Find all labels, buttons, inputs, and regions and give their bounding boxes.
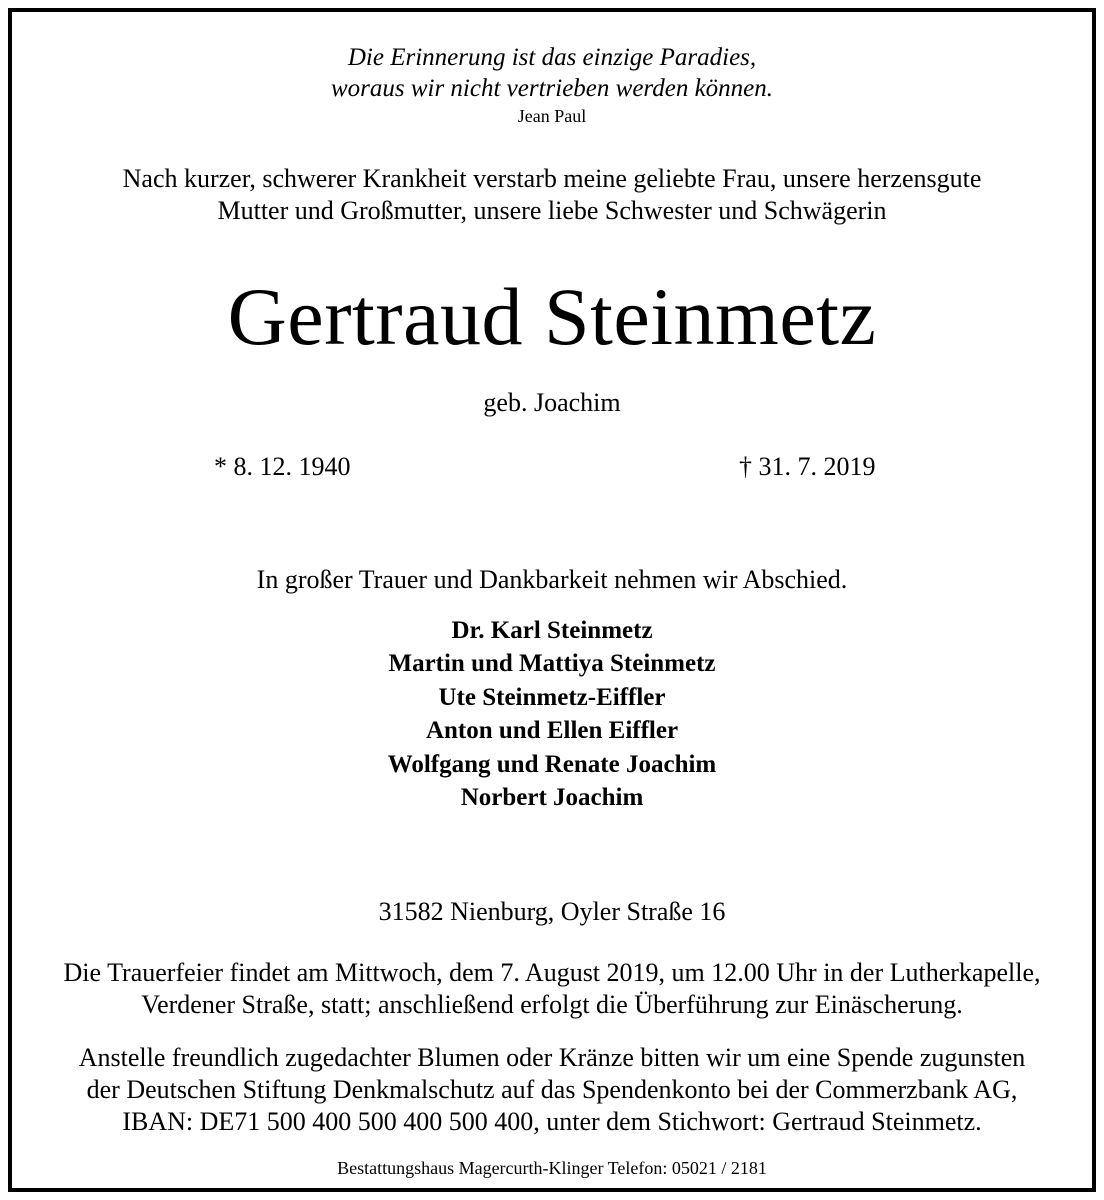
birth-date: * 8. 12. 1940: [214, 452, 351, 481]
donation-info: [0, 1042, 1104, 1138]
donation-line: IBAN: DE71 500 400 500 400 500 400, unter dem Stichwort: Gertraud Steinmetz.: [122, 1107, 982, 1136]
quote-line: Die Erinnerung ist das einzige Paradies,: [347, 44, 757, 71]
intro-text: [0, 163, 1104, 227]
mourner-name: Wolfgang und Renate Joachim: [387, 750, 717, 778]
intro-line: Mutter und Großmutter, unsere liebe Schwester und Schwägerin: [217, 196, 887, 225]
epigraph-quote: [0, 42, 1104, 104]
funeral-info: [0, 957, 1104, 1021]
funeral-line: Die Trauerfeier findet am Mittwoch, dem 7. August 2019, um 12.00 Uhr in der Lutherkapelle,: [63, 958, 1041, 987]
mourners-list: [0, 614, 1104, 814]
death-date: † 31. 7. 2019: [739, 452, 876, 481]
maiden-name: geb. Joachim: [483, 388, 621, 417]
funeral-home-footer: Bestattungshaus Magercurth-Klinger Telefon: 05021 / 2181: [337, 1158, 767, 1178]
mourning-text: In großer Trauer und Dankbarkeit nehmen wir Abschied.: [256, 565, 848, 594]
mourner-name: Anton und Ellen Eiffler: [425, 717, 679, 745]
mourner-name: Ute Steinmetz-Eiffler: [438, 683, 666, 711]
quote-author: Jean Paul: [517, 106, 587, 126]
deceased-name: Gertraud Steinmetz: [227, 271, 877, 362]
mourner-name: Norbert Joachim: [460, 784, 644, 812]
funeral-line: Verdener Straße, statt; anschließend erfolgt die Überführung zur Einäscherung.: [141, 990, 963, 1019]
intro-line: Nach kurzer, schwerer Krankheit verstarb meine geliebte Frau, unsere herzensgute: [122, 164, 982, 193]
donation-line: der Deutschen Stiftung Denkmalschutz auf das Spendenkonto bei der Commerzbank AG,: [86, 1075, 1018, 1104]
quote-line: woraus wir nicht vertrieben werden können.: [330, 75, 774, 102]
mourner-name: Martin und Mattiya Steinmetz: [388, 650, 716, 678]
address: 31582 Nienburg, Oyler Straße 16: [378, 897, 726, 926]
donation-line: Anstelle freundlich zugedachter Blumen oder Kränze bitten wir um eine Spende zugunsten: [78, 1043, 1026, 1072]
mourner-name: Dr. Karl Steinmetz: [451, 617, 653, 644]
